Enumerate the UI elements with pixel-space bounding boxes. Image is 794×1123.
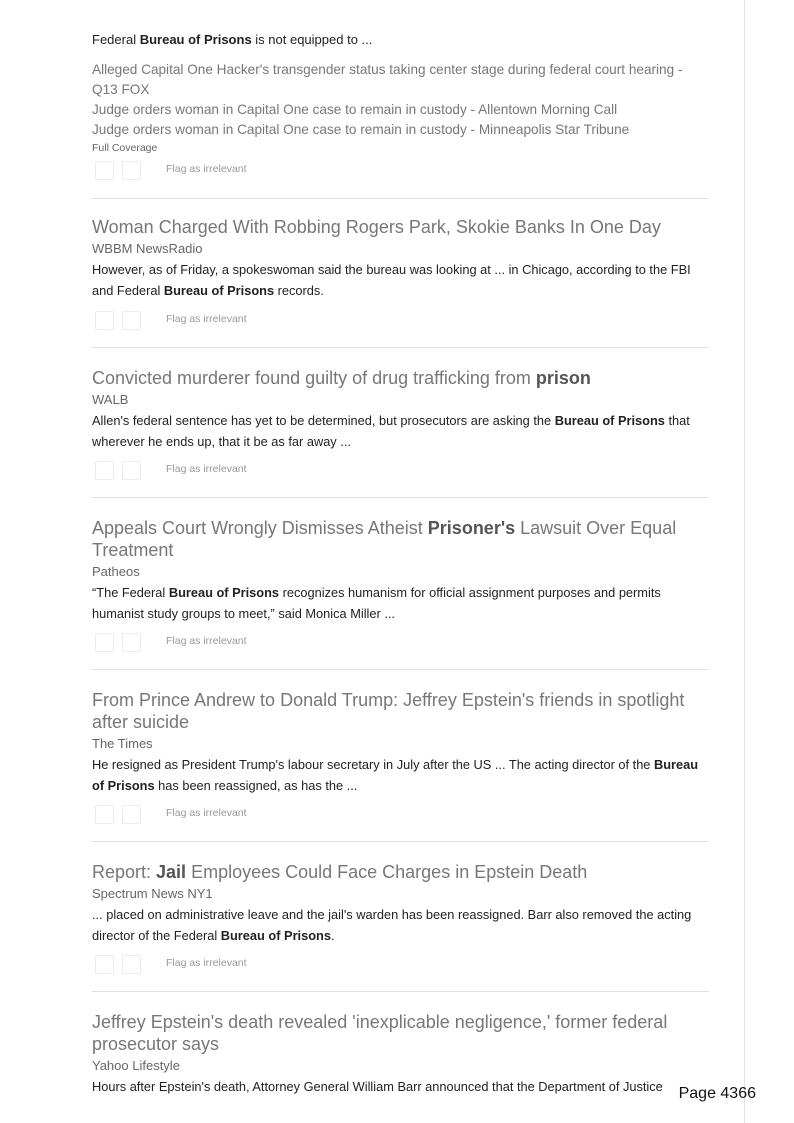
page-number: Page 4366: [678, 1085, 756, 1102]
article-item: [92, 517, 709, 624]
article-item: [92, 367, 709, 452]
text-segment: He resigned as President Trump's labour secretary in July after the US ... The acting director of the: [92, 757, 654, 772]
article-snippet: [92, 259, 709, 301]
article-title[interactable]: [92, 367, 709, 389]
text-segment: that wherever he ends up, that it be as far away ...: [92, 413, 690, 449]
article-actions: [92, 461, 392, 483]
article-snippet: [92, 1076, 709, 1097]
flag-checkbox[interactable]: [122, 161, 141, 180]
highlight-keyword: Bureau of Prisons: [92, 757, 699, 793]
article-item: [92, 216, 709, 301]
flag-irrelevant-link[interactable]: Flag as irrelevant: [166, 807, 247, 819]
flag-checkbox[interactable]: [95, 161, 114, 180]
article-actions: [92, 955, 392, 977]
article-title[interactable]: [92, 861, 709, 883]
flag-checkbox[interactable]: [122, 311, 141, 330]
highlight-keyword: Bureau of Prisons: [220, 928, 331, 943]
divider: [92, 347, 709, 348]
flag-irrelevant-link[interactable]: Flag as irrelevant: [166, 163, 247, 175]
snippet-text: Federal: [92, 32, 140, 47]
snippet-text: is not equipped to ...: [251, 32, 373, 47]
divider: [92, 991, 709, 992]
text-segment: However, as of Friday, a spokeswoman said the bureau was looking at ... in Chicago, according to the FBI and Federal: [92, 262, 691, 298]
article-snippet: [92, 904, 709, 946]
article-title[interactable]: [92, 517, 709, 561]
text-segment: recognizes humanism for official assignment purposes and permits humanist study groups to meet,” said Monica Miller ...: [92, 585, 661, 621]
text-segment: “The Federal: [92, 585, 169, 600]
text-segment: has been reassigned, as has the ...: [154, 778, 358, 793]
text-segment: .: [330, 928, 335, 943]
related-link[interactable]: Judge orders woman in Capital One case to remain in custody - Minneapolis Star Tribune: [92, 122, 630, 137]
article-actions: [92, 161, 392, 183]
flag-checkbox[interactable]: [122, 633, 141, 652]
flag-checkbox[interactable]: [95, 955, 114, 974]
text-segment: Appeals Court Wrongly Dismisses Atheist: [92, 518, 428, 538]
text-segment: records.: [274, 283, 324, 298]
text-segment: Lawsuit Over Equal Treatment: [92, 518, 677, 560]
text-segment: Hours after Epstein's death, Attorney General William Barr announced that the Department of Justice: [92, 1079, 663, 1094]
divider: [92, 669, 709, 670]
highlight-keyword: Bureau of Prisons: [554, 413, 665, 428]
article-snippet: [92, 582, 709, 624]
article-snippet: [92, 754, 709, 796]
flag-checkbox[interactable]: [122, 461, 141, 480]
text-segment: Report:: [92, 862, 157, 882]
article-source: The Times: [92, 736, 153, 751]
divider: [92, 198, 709, 199]
divider: [92, 841, 709, 842]
full-coverage-link[interactable]: Full Coverage: [92, 142, 158, 154]
article-title[interactable]: [92, 1011, 709, 1055]
related-link[interactable]: Alleged Capital One Hacker's transgender status taking center stage during federal court hearing - Q13 FOX: [92, 62, 683, 97]
article-snippet: [92, 410, 709, 452]
related-coverage: [92, 60, 709, 155]
highlight-keyword: Prisoner's: [427, 518, 516, 538]
article-actions: [92, 633, 392, 655]
top-snippet: [92, 30, 372, 50]
article-item: [92, 1011, 709, 1094]
flag-irrelevant-link[interactable]: Flag as irrelevant: [166, 957, 247, 969]
highlight-keyword: Jail: [156, 862, 187, 882]
text-segment: Employees Could Face Charges in Epstein Death: [186, 862, 588, 882]
flag-irrelevant-link[interactable]: Flag as irrelevant: [166, 313, 247, 325]
flag-irrelevant-link[interactable]: Flag as irrelevant: [166, 635, 247, 647]
article-item: [92, 689, 709, 796]
snippet-bold: Bureau of Prisons: [139, 32, 252, 47]
text-segment: Allen's federal sentence has yet to be determined, but prosecutors are asking the: [92, 413, 555, 428]
flag-checkbox[interactable]: [122, 805, 141, 824]
flag-irrelevant-link[interactable]: Flag as irrelevant: [166, 463, 247, 475]
divider: [92, 497, 709, 498]
highlight-keyword: prison: [535, 368, 591, 388]
article-source: Patheos: [92, 564, 140, 579]
highlight-keyword: Bureau of Prisons: [168, 585, 280, 600]
text-segment: Convicted murderer found guilty of drug trafficking from: [92, 368, 536, 388]
article-source: WBBM NewsRadio: [92, 241, 203, 256]
article-item: [92, 861, 709, 946]
article-source: Spectrum News NY1: [92, 886, 213, 901]
article-actions: [92, 311, 392, 333]
article-actions: [92, 805, 392, 827]
flag-checkbox[interactable]: [95, 633, 114, 652]
article-title[interactable]: [92, 689, 709, 733]
flag-checkbox[interactable]: [95, 805, 114, 824]
text-segment: Jeffrey Epstein's death revealed 'inexplicable negligence,' former federal prosecutor says: [92, 1012, 668, 1054]
article-title[interactable]: [92, 216, 709, 238]
article-source: WALB: [92, 392, 129, 407]
text-segment: Woman Charged With Robbing Rogers Park, Skokie Banks In One Day: [92, 217, 661, 237]
highlight-keyword: Bureau of Prisons: [163, 283, 275, 298]
flag-checkbox[interactable]: [122, 955, 141, 974]
article-source: Yahoo Lifestyle: [92, 1058, 180, 1073]
flag-checkbox[interactable]: [95, 461, 114, 480]
flag-checkbox[interactable]: [95, 311, 114, 330]
text-segment: ... placed on administrative leave and the jail's warden has been reassigned. Barr also removed the acting director of the Federal: [92, 907, 692, 943]
related-link[interactable]: Judge orders woman in Capital One case to remain in custody - Allentown Morning Call: [92, 102, 618, 117]
text-segment: From Prince Andrew to Donald Trump: Jeffrey Epstein's friends in spotlight after suicide: [92, 690, 685, 732]
